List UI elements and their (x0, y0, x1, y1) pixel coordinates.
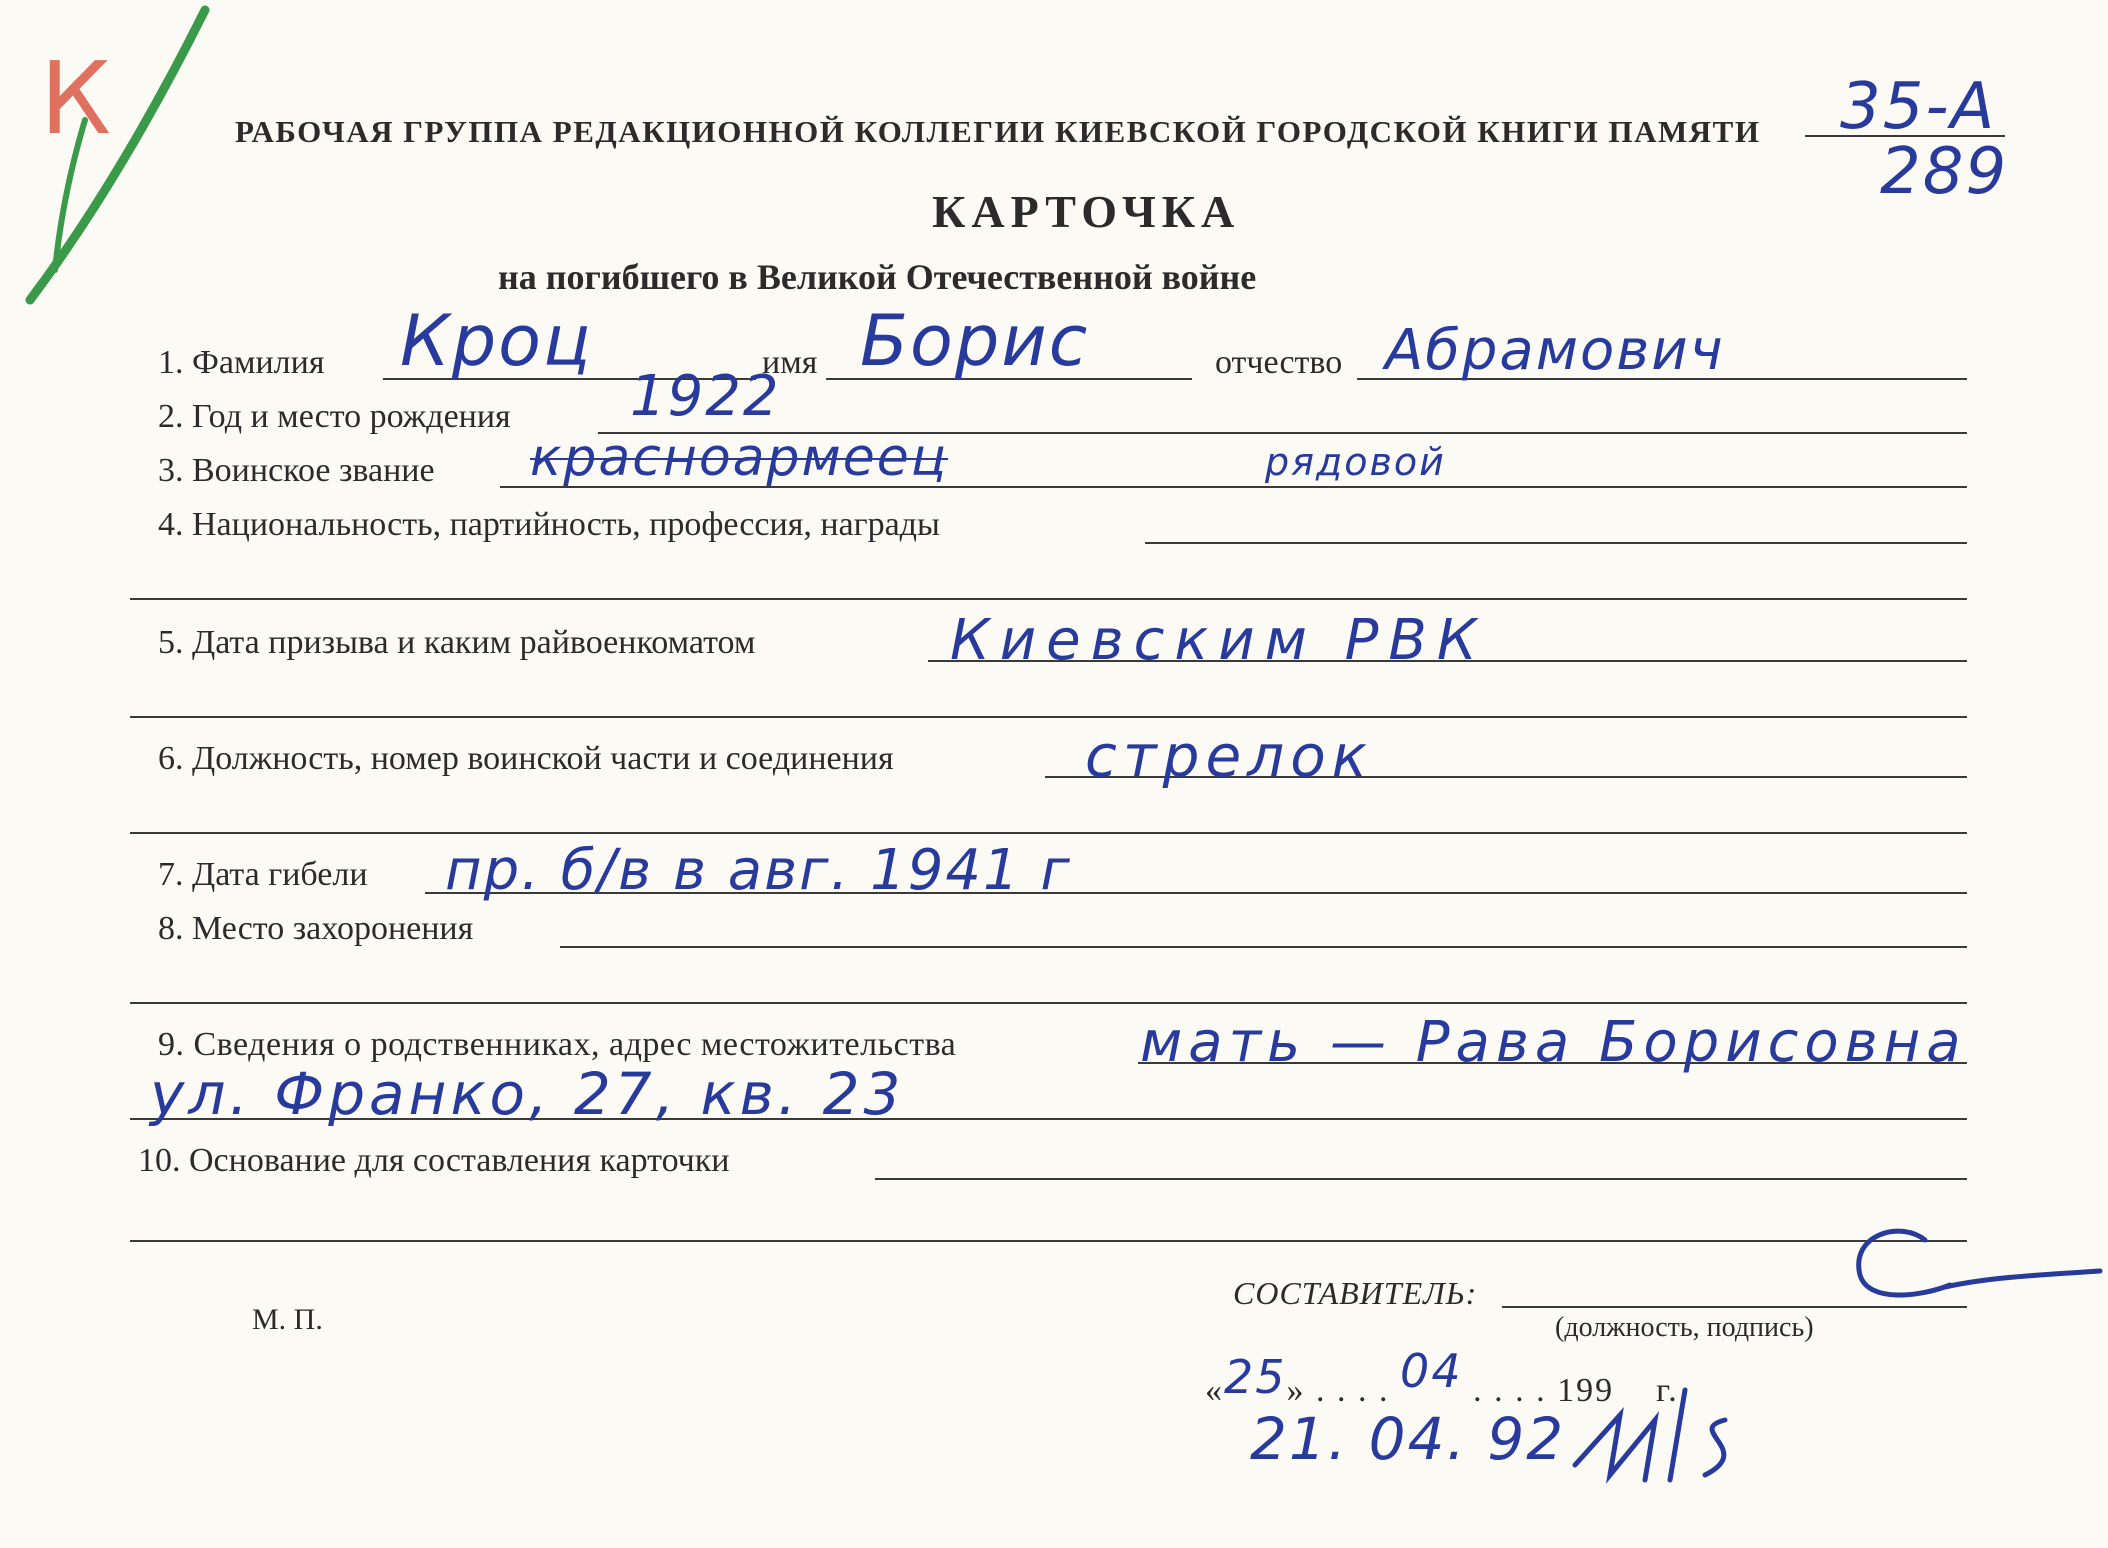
rank-value: рядовой (1265, 440, 1446, 484)
draft-line-2 (130, 716, 1967, 718)
basis-line (875, 1178, 1967, 1180)
corner-mark-letter: К (40, 40, 113, 157)
compiler-signature (1840, 1215, 2108, 1325)
nationality-line-2 (130, 598, 1967, 600)
surname-value: Кроц (400, 300, 593, 382)
nationality-line (1145, 542, 1967, 544)
position-line-2 (130, 832, 1967, 834)
compiler-caption: (должность, подпись) (1555, 1312, 1814, 1343)
death-label: 7. Дата гибели (158, 856, 368, 893)
date-month: 04 (1400, 1344, 1463, 1398)
date-year-suffix: г. (1656, 1372, 1679, 1409)
date-day: 25 (1224, 1350, 1287, 1404)
patronymic-label: отчество (1215, 344, 1343, 381)
basis-label: 10. Основание для составления карточки (138, 1142, 730, 1179)
date-year-prefix: 199 (1557, 1372, 1615, 1409)
position-value: стрелок (1085, 722, 1373, 790)
draft-value: Киевским РВК (950, 608, 1487, 673)
stamp-place-label: М. П. (252, 1303, 323, 1336)
rank-struck-value: красноармеец (530, 428, 949, 488)
patronymic-value: Абрамович (1385, 318, 1725, 383)
green-check-mark (0, 0, 230, 320)
basis-line-2 (130, 1240, 1967, 1242)
compiler-label: СОСТАВИТЕЛЬ: (1233, 1275, 1478, 1311)
date-dots: . . . . (1462, 1372, 1558, 1409)
card-title: КАРТОЧКА (932, 186, 1241, 237)
relatives-value: мать — Рава Борисовна (1140, 1010, 1967, 1075)
birth-value: 1922 (630, 364, 781, 429)
card-subtitle: на погибшего в Великой Отечественной войне (498, 257, 1257, 297)
death-value: пр. б/в в авг. 1941 г (445, 838, 1072, 903)
name-label: имя (762, 344, 818, 381)
position-label: 6. Должность, номер воинской части и соединения (158, 740, 894, 777)
name-value: Борис (860, 300, 1090, 382)
burial-line (560, 946, 1967, 948)
burial-label: 8. Место захоронения (158, 910, 474, 947)
address-value: ул. Франко, 27, кв. 23 (150, 1060, 905, 1128)
relatives-label: 9. Сведения о родственниках, адрес местожительства (158, 1026, 957, 1063)
date-close-quote: » . . . . (1286, 1372, 1401, 1409)
organization-header: РАБОЧАЯ ГРУППА РЕДАКЦИОННОЙ КОЛЛЕГИИ КИЕВСКОЙ ГОРОДСКОЙ КНИГИ ПАМЯТИ (235, 114, 1761, 149)
handwritten-date: 21. 04. 92 (1250, 1405, 1566, 1473)
nationality-label: 4. Национальность, партийность, профессия, награды (158, 506, 940, 543)
birth-label: 2. Год и место рождения (158, 398, 511, 435)
code-top: 35-А (1840, 70, 1997, 144)
surname-label: 1. Фамилия (158, 344, 325, 381)
code-bottom: 289 (1880, 135, 2009, 209)
date-signature (1565, 1380, 1765, 1490)
rank-label: 3. Воинское звание (158, 452, 435, 489)
date-open-quote: « (1205, 1372, 1224, 1409)
burial-line-2 (130, 1002, 1967, 1004)
draft-label: 5. Дата призыва и каким райвоенкоматом (158, 624, 756, 661)
